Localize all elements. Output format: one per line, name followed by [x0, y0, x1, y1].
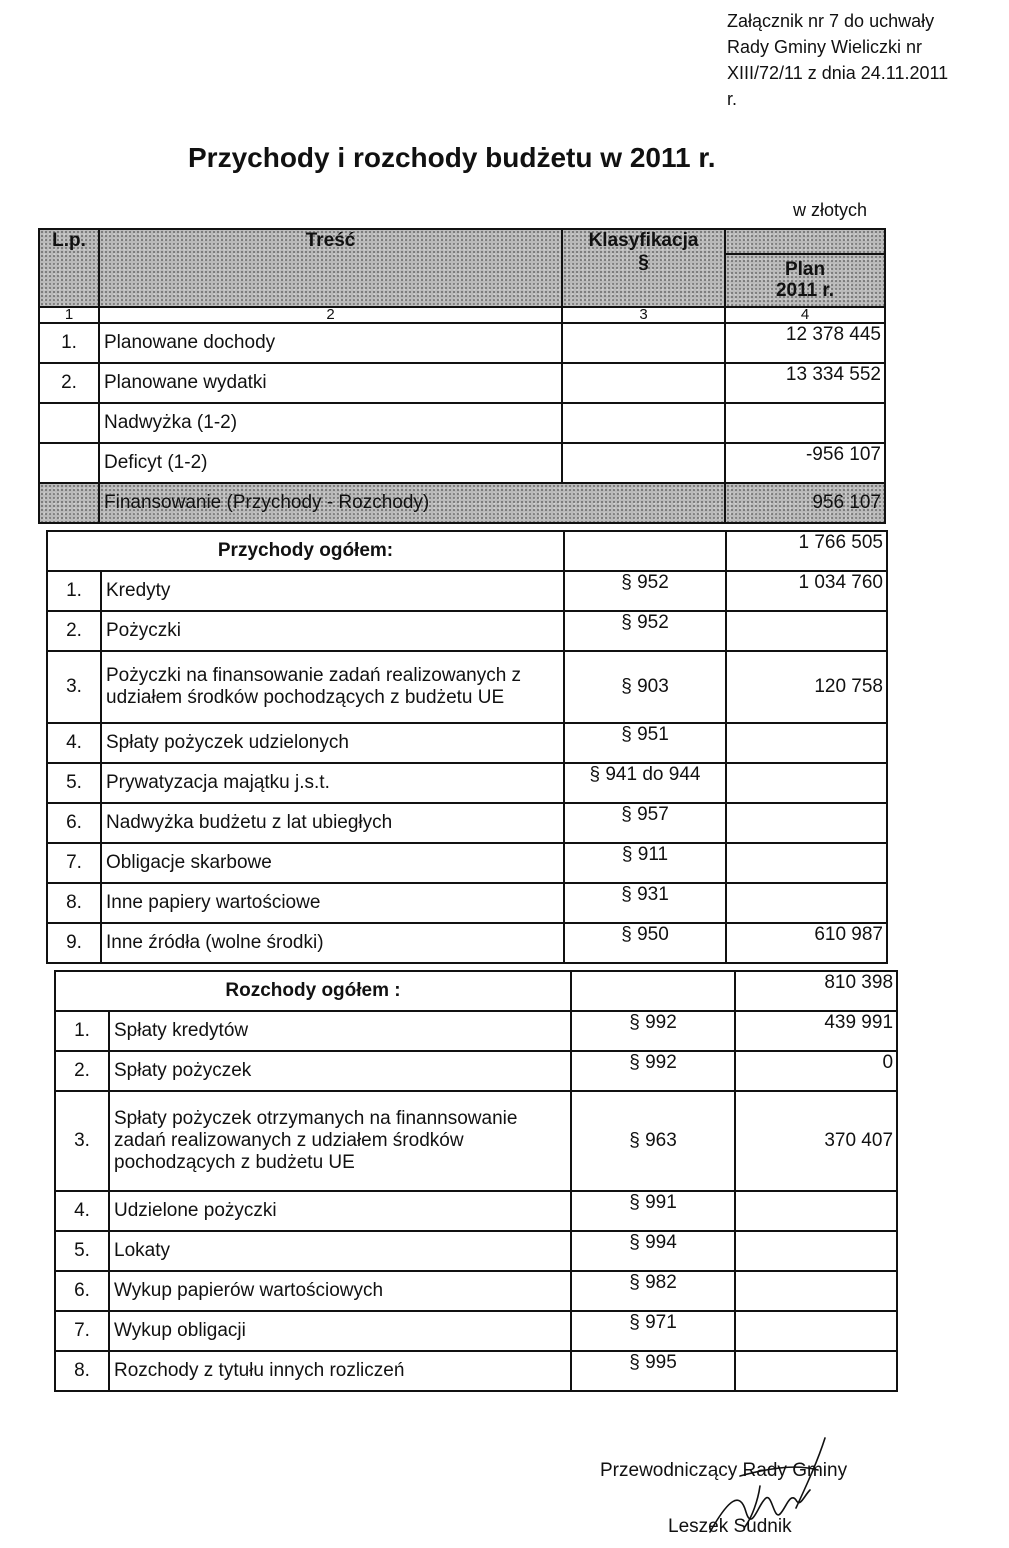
row-text: Spłaty kredytów — [109, 1011, 571, 1051]
annex-note — [727, 8, 997, 112]
row-lp: 3. — [47, 651, 101, 723]
row-lp: 2. — [47, 611, 101, 651]
row-klas: § 950 — [564, 923, 726, 963]
revenues-heading: Przychody ogółem: — [47, 531, 564, 571]
document-title: Przychody i rozchody budżetu w 2011 r. — [188, 142, 716, 173]
row-text: Udzielone pożyczki — [109, 1191, 571, 1231]
table-row — [47, 651, 887, 723]
table-row — [55, 1191, 897, 1231]
row-text: Spłaty pożyczek udzielonych — [101, 723, 564, 763]
row-klas: § 903 — [564, 651, 726, 723]
row-plan — [726, 763, 887, 803]
summary-row — [39, 403, 885, 443]
row-text: Inne źródła (wolne środki) — [101, 923, 564, 963]
row-klas: § 951 — [564, 723, 726, 763]
signer-name: Leszek Sudnik — [668, 1516, 792, 1537]
row-klas: § 991 — [571, 1191, 735, 1231]
row-klas: § 971 — [571, 1311, 735, 1351]
row-lp: 4. — [47, 723, 101, 763]
row-plan: 1 034 760 — [726, 571, 887, 611]
row-text: Wykup obligacji — [109, 1311, 571, 1351]
table-row — [47, 571, 887, 611]
column-number: 3 — [562, 307, 725, 323]
row-klas: § 994 — [571, 1231, 735, 1271]
row-plan: 370 407 — [735, 1091, 897, 1191]
header-tresc: Treść — [99, 229, 562, 307]
row-klas — [562, 363, 725, 403]
row-plan — [726, 843, 887, 883]
table-row — [47, 763, 887, 803]
row-klas — [562, 403, 725, 443]
row-lp: 1. — [55, 1011, 109, 1051]
summary-row — [39, 443, 885, 483]
row-lp: 6. — [47, 803, 101, 843]
row-lp: 8. — [47, 883, 101, 923]
row-lp: 2. — [55, 1051, 109, 1091]
row-plan: 0 — [735, 1051, 897, 1091]
row-plan: 120 758 — [726, 651, 887, 723]
expenditures-heading-klas — [571, 971, 735, 1011]
table-row — [55, 1271, 897, 1311]
row-klas: § 963 — [571, 1091, 735, 1191]
financing-lp — [39, 483, 99, 523]
row-plan — [735, 1231, 897, 1271]
expenditures-total: 810 398 — [735, 971, 897, 1011]
row-text: Rozchody z tytułu innych rozliczeń — [109, 1351, 571, 1391]
summary-row — [39, 323, 885, 363]
row-lp: 7. — [47, 843, 101, 883]
row-plan: 439 991 — [735, 1011, 897, 1051]
table-row — [55, 1231, 897, 1271]
budget-table-top — [38, 228, 886, 524]
expenditures-heading: Rozchody ogółem : — [55, 971, 571, 1011]
table-row — [47, 803, 887, 843]
table-row — [55, 1351, 897, 1391]
row-text: Nadwyżka (1-2) — [99, 403, 562, 443]
row-plan: 13 334 552 — [725, 363, 885, 403]
header-lp: L.p. — [39, 229, 99, 307]
row-lp: 3. — [55, 1091, 109, 1191]
header-klasyfikacja — [562, 229, 725, 307]
row-text: Obligacje skarbowe — [101, 843, 564, 883]
signer-role: Przewodniczący Rady Gminy — [600, 1460, 848, 1481]
row-lp — [39, 443, 99, 483]
row-klas: § 952 — [564, 571, 726, 611]
table-row — [47, 723, 887, 763]
annex-line: Załącznik nr 7 do uchwały — [727, 11, 935, 31]
table-row — [47, 923, 887, 963]
row-lp: 9. — [47, 923, 101, 963]
row-plan — [735, 1191, 897, 1231]
annex-line: r. — [727, 89, 738, 109]
row-text: Planowane wydatki — [99, 363, 562, 403]
handwritten-signature — [700, 1430, 850, 1540]
row-plan — [726, 723, 887, 763]
financing-row — [39, 483, 885, 523]
row-klas: § 995 — [571, 1351, 735, 1391]
row-plan: 610 987 — [726, 923, 887, 963]
table-row — [55, 1051, 897, 1091]
row-klas — [562, 443, 725, 483]
row-text: Planowane dochody — [99, 323, 562, 363]
row-text: Wykup papierów wartościowych — [109, 1271, 571, 1311]
revenues-table — [46, 530, 888, 964]
annex-line: XIII/72/11 z dnia 24.11.2011 — [727, 63, 949, 83]
row-plan: -956 107 — [725, 443, 885, 483]
row-text: Kredyty — [101, 571, 564, 611]
financing-text: Finansowanie (Przychody - Rozchody) — [99, 483, 725, 523]
row-plan — [735, 1351, 897, 1391]
row-plan: 12 378 445 — [725, 323, 885, 363]
row-klas: § 911 — [564, 843, 726, 883]
table-row — [47, 843, 887, 883]
column-number-row — [39, 307, 885, 323]
row-lp: 2. — [39, 363, 99, 403]
row-text: Pożyczki na finansowanie zadań realizowanych z udziałem środków pochodzących z budżetu UE — [101, 651, 564, 723]
table-row — [55, 1311, 897, 1351]
table-row — [55, 1091, 897, 1191]
row-lp: 6. — [55, 1271, 109, 1311]
column-number: 2 — [99, 307, 562, 323]
row-klas: § 957 — [564, 803, 726, 843]
expenditures-heading-row — [55, 971, 897, 1011]
table-header-row — [39, 229, 885, 254]
row-plan — [726, 803, 887, 843]
revenues-heading-row — [47, 531, 887, 571]
row-text: Spłaty pożyczek otrzymanych na finannsowanie zadań realizowanych z udziałem środków pochodzących z budżetu UE — [109, 1091, 571, 1191]
row-lp: 7. — [55, 1311, 109, 1351]
column-number: 1 — [39, 307, 99, 323]
header-klasyfikacja-sub: § — [638, 252, 649, 273]
row-klas: § 941 do 944 — [564, 763, 726, 803]
row-lp: 1. — [47, 571, 101, 611]
row-lp: 5. — [47, 763, 101, 803]
row-text: Inne papiery wartościowe — [101, 883, 564, 923]
financing-plan: 956 107 — [725, 483, 885, 523]
table-row — [47, 883, 887, 923]
row-klas: § 992 — [571, 1011, 735, 1051]
row-klas: § 992 — [571, 1051, 735, 1091]
table-row — [55, 1011, 897, 1051]
annex-line: Rady Gminy Wieliczki nr — [727, 37, 923, 57]
row-text: Pożyczki — [101, 611, 564, 651]
row-text: Lokaty — [109, 1231, 571, 1271]
row-lp: 8. — [55, 1351, 109, 1391]
row-text: Spłaty pożyczek — [109, 1051, 571, 1091]
header-plan — [725, 254, 885, 307]
row-plan — [726, 883, 887, 923]
column-number: 4 — [725, 307, 885, 323]
row-plan — [726, 611, 887, 651]
row-lp: 5. — [55, 1231, 109, 1271]
row-lp — [39, 403, 99, 443]
row-klas: § 952 — [564, 611, 726, 651]
header-plan-top — [725, 229, 885, 254]
row-text: Deficyt (1-2) — [99, 443, 562, 483]
header-plan-line2: 2011 r. — [775, 280, 835, 302]
revenues-heading-klas — [564, 531, 726, 571]
row-text: Nadwyżka budżetu z lat ubiegłych — [101, 803, 564, 843]
row-lp: 1. — [39, 323, 99, 363]
revenues-total: 1 766 505 — [726, 531, 887, 571]
row-klas: § 982 — [571, 1271, 735, 1311]
header-klasyfikacja-label: Klasyfikacja — [588, 230, 699, 251]
row-plan — [735, 1311, 897, 1351]
expenditures-table — [54, 970, 898, 1392]
row-plan — [735, 1271, 897, 1311]
summary-row — [39, 363, 885, 403]
header-plan-line1: Plan — [784, 259, 826, 281]
unit-label: w złotych — [793, 200, 868, 220]
row-klas — [562, 323, 725, 363]
row-lp: 4. — [55, 1191, 109, 1231]
row-plan — [725, 403, 885, 443]
table-row — [47, 611, 887, 651]
row-klas: § 931 — [564, 883, 726, 923]
row-text: Prywatyzacja majątku j.s.t. — [101, 763, 564, 803]
